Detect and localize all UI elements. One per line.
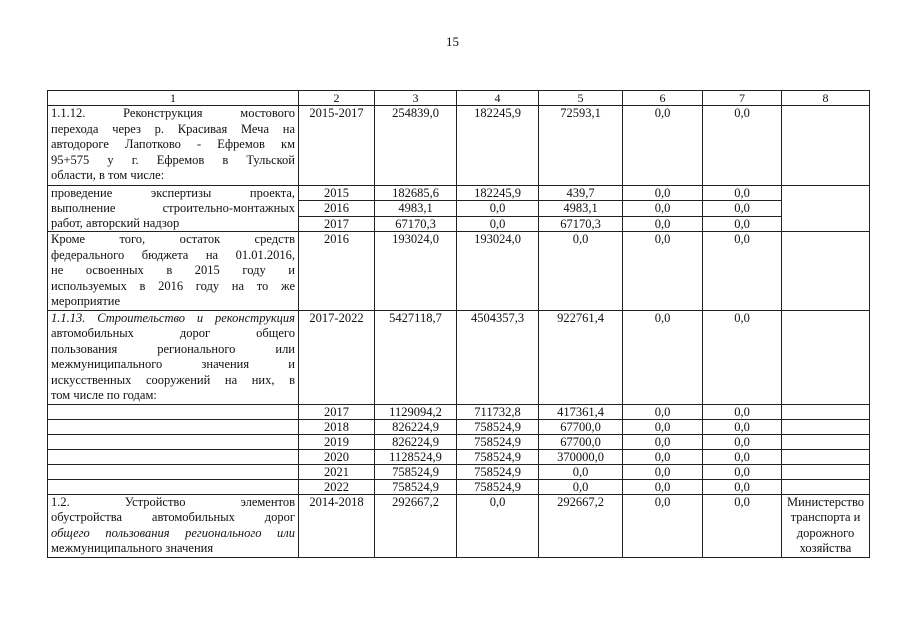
value-cell: 0,0	[623, 479, 703, 494]
value-cell: 292667,2	[375, 494, 457, 557]
value-cell: 370000,0	[539, 449, 623, 464]
value-cell: 0,0	[703, 479, 782, 494]
year-cell: 2022	[299, 479, 375, 494]
table-row	[48, 232, 870, 311]
budget-table	[47, 90, 870, 558]
value-cell: 182685,6	[375, 186, 457, 201]
value-cell: 0,0	[623, 494, 703, 557]
year-cell: 2020	[299, 449, 375, 464]
value-cell: 0,0	[623, 106, 703, 186]
value-cell: 72593,1	[539, 106, 623, 186]
empty-description	[48, 449, 299, 464]
value-cell: 0,0	[623, 464, 703, 479]
header-col-1: 1	[48, 91, 299, 106]
value-cell: 0,0	[623, 434, 703, 449]
header-col-4: 4	[457, 91, 539, 106]
org-cell	[782, 106, 870, 186]
header-col-8: 8	[782, 91, 870, 106]
table-row	[48, 310, 870, 404]
value-cell: 417361,4	[539, 404, 623, 419]
header-col-7: 7	[703, 91, 782, 106]
value-cell: 826224,9	[375, 434, 457, 449]
value-cell: 0,0	[623, 310, 703, 404]
year-cell: 2017	[299, 404, 375, 419]
value-cell: 0,0	[457, 494, 539, 557]
value-cell: 758524,9	[375, 479, 457, 494]
value-cell: 439,7	[539, 186, 623, 201]
org-cell	[782, 464, 870, 479]
row-description: 1.1.12. Реконструкция мостового перехода через р. Красивая Меча на автодороге Лапотково - Ефремов км 95+575 у г. Ефремов в Тульской области, в том числе:	[48, 106, 299, 186]
org-cell	[782, 232, 870, 311]
value-cell: 1128524,9	[375, 449, 457, 464]
value-cell: 0,0	[703, 404, 782, 419]
table-row	[48, 106, 870, 186]
value-cell: 0,0	[703, 106, 782, 186]
table-row	[48, 434, 870, 449]
value-cell: 0,0	[623, 186, 703, 201]
value-cell: 182245,9	[457, 186, 539, 201]
value-cell: 826224,9	[375, 419, 457, 434]
value-cell: 193024,0	[375, 232, 457, 311]
value-cell: 0,0	[457, 216, 539, 231]
value-cell: 67700,0	[539, 434, 623, 449]
value-cell: 0,0	[623, 232, 703, 311]
header-col-6: 6	[623, 91, 703, 106]
responsible-org-cell: Министерство транспорта и дорожного хозяйства	[782, 494, 870, 557]
value-cell: 4504357,3	[457, 310, 539, 404]
value-cell: 0,0	[623, 419, 703, 434]
org-cell	[782, 434, 870, 449]
header-col-5: 5	[539, 91, 623, 106]
value-cell: 0,0	[539, 479, 623, 494]
value-cell: 4983,1	[375, 201, 457, 216]
year-cell: 2018	[299, 419, 375, 434]
value-cell: 254839,0	[375, 106, 457, 186]
period-cell: 2017-2022	[299, 310, 375, 404]
value-cell: 67700,0	[539, 419, 623, 434]
value-cell: 0,0	[703, 201, 782, 216]
value-cell: 0,0	[703, 449, 782, 464]
empty-description	[48, 464, 299, 479]
org-cell	[782, 479, 870, 494]
empty-description	[48, 404, 299, 419]
value-cell: 0,0	[539, 464, 623, 479]
value-cell: 758524,9	[375, 464, 457, 479]
value-cell: 0,0	[703, 464, 782, 479]
table-row	[48, 449, 870, 464]
table-row	[48, 464, 870, 479]
period-cell: 2016	[299, 232, 375, 311]
value-cell: 0,0	[623, 404, 703, 419]
value-cell: 0,0	[703, 494, 782, 557]
value-cell: 0,0	[457, 201, 539, 216]
value-cell: 182245,9	[457, 106, 539, 186]
table-row	[48, 186, 870, 201]
value-cell: 758524,9	[457, 464, 539, 479]
value-cell: 0,0	[703, 186, 782, 201]
value-cell: 711732,8	[457, 404, 539, 419]
value-cell: 758524,9	[457, 434, 539, 449]
value-cell: 758524,9	[457, 479, 539, 494]
org-cell	[782, 310, 870, 404]
value-cell: 0,0	[703, 434, 782, 449]
value-cell: 0,0	[703, 216, 782, 231]
year-cell: 2016	[299, 201, 375, 216]
header-col-3: 3	[375, 91, 457, 106]
period-cell: 2014-2018	[299, 494, 375, 557]
value-cell: 193024,0	[457, 232, 539, 311]
org-cell	[782, 449, 870, 464]
table-row	[48, 494, 870, 557]
value-cell: 758524,9	[457, 449, 539, 464]
value-cell: 922761,4	[539, 310, 623, 404]
row-description: Кроме того, остаток средств федерального бюджета на 01.01.2016, не освоенных в 2015 году и используемых в 2016 году на то же мероприятие	[48, 232, 299, 311]
value-cell: 0,0	[703, 419, 782, 434]
value-cell: 0,0	[623, 449, 703, 464]
value-cell: 5427118,7	[375, 310, 457, 404]
org-cell	[782, 404, 870, 419]
value-cell: 0,0	[703, 232, 782, 311]
empty-description	[48, 434, 299, 449]
table-row	[48, 419, 870, 434]
header-row	[48, 91, 870, 106]
row-description: 1.2. Устройство элементов обустройства автомобильных дорог общего пользования регионального или межмуниципального значения	[48, 494, 299, 557]
year-cell: 2019	[299, 434, 375, 449]
value-cell: 1129094,2	[375, 404, 457, 419]
value-cell: 0,0	[623, 201, 703, 216]
table-row	[48, 404, 870, 419]
year-cell: 2015	[299, 186, 375, 201]
value-cell: 0,0	[539, 232, 623, 311]
year-cell: 2017	[299, 216, 375, 231]
value-cell: 758524,9	[457, 419, 539, 434]
empty-description	[48, 419, 299, 434]
year-cell: 2021	[299, 464, 375, 479]
value-cell: 0,0	[703, 310, 782, 404]
value-cell: 0,0	[623, 216, 703, 231]
row-description: проведение экспертизы проекта, выполнение строительно-монтажных работ, авторский надзор	[48, 186, 299, 232]
page-number: 15	[446, 34, 459, 49]
value-cell: 67170,3	[539, 216, 623, 231]
org-cell	[782, 419, 870, 434]
row-description: 1.1.13. Строительство и реконструкция автомобильных дорог общего пользования регионального или межмуниципального значения и искусственных сооружений на них, в том числе по годам:	[48, 310, 299, 404]
table-row	[48, 479, 870, 494]
value-cell: 67170,3	[375, 216, 457, 231]
header-col-2: 2	[299, 91, 375, 106]
value-cell: 4983,1	[539, 201, 623, 216]
empty-description	[48, 479, 299, 494]
org-cell	[782, 186, 870, 232]
period-cell: 2015-2017	[299, 106, 375, 186]
value-cell: 292667,2	[539, 494, 623, 557]
